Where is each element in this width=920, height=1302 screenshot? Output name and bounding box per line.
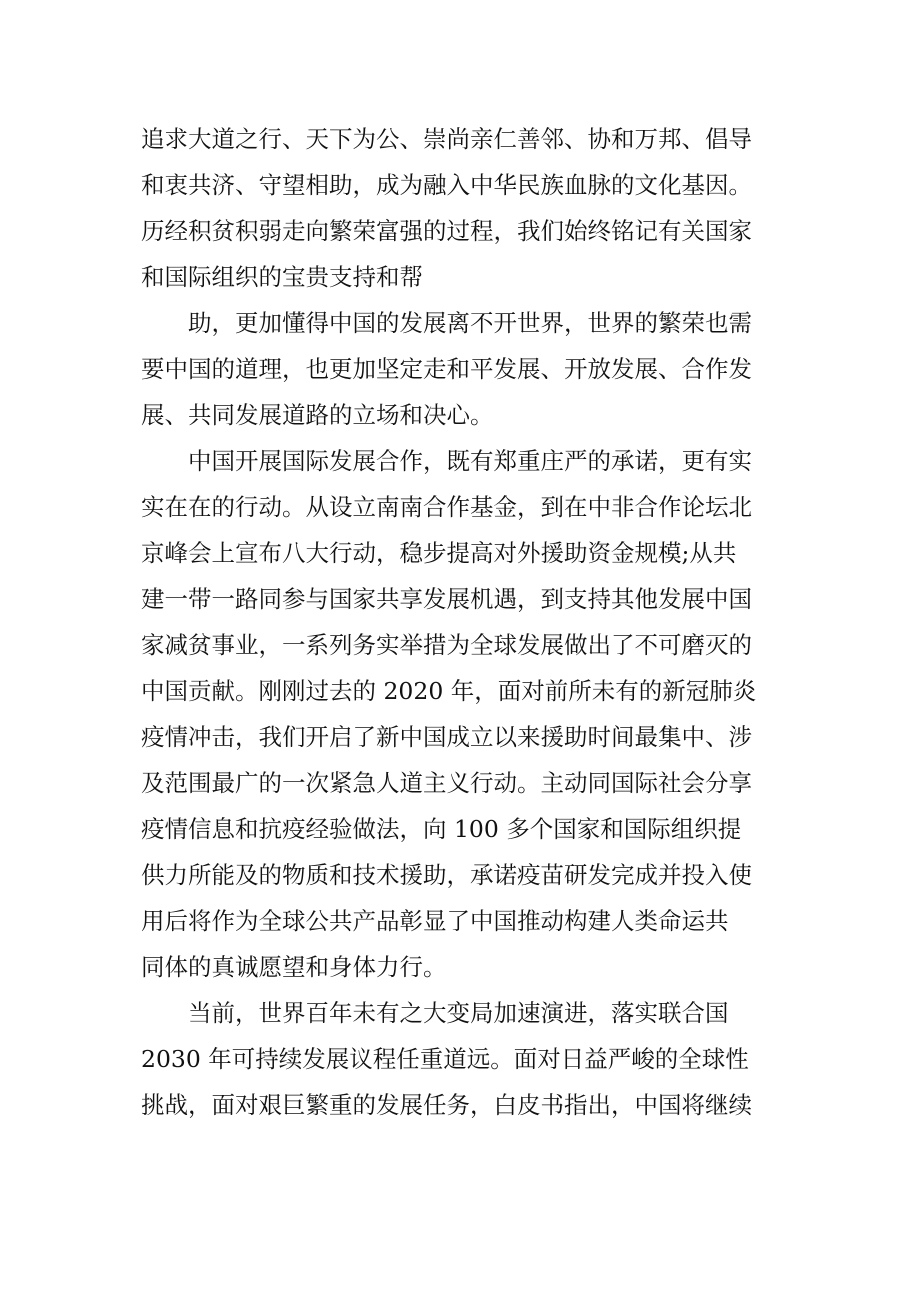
text-line: 疫情信息和抗疫经验做法，向 100 多个国家和国际组织提 bbox=[141, 815, 742, 843]
text-line: 追求大道之行、天下为公、崇尚亲仁善邻、协和万邦、倡导 bbox=[141, 125, 752, 153]
text-line: 中国贡献。刚刚过去的 2020 年，面对前所未有的新冠肺炎 bbox=[141, 677, 757, 705]
text-line: 京峰会上宣布八大行动，稳步提高对外援助资金规模;从共 bbox=[141, 539, 737, 567]
text-line: 同体的真诚愿望和身体力行。 bbox=[141, 953, 447, 981]
text-line: 和国际组织的宝贵支持和帮 bbox=[141, 263, 423, 291]
text-line: 疫情冲击，我们开启了新中国成立以来援助时间最集中、涉 bbox=[141, 723, 752, 751]
text-line: 2030 年可持续发展议程任重道远。面对日益严峻的全球性 bbox=[141, 1045, 749, 1073]
text-line: 及范围最广的一次紧急人道主义行动。主动同国际社会分享 bbox=[141, 769, 752, 797]
text-line: 挑战，面对艰巨繁重的发展任务，白皮书指出，中国将继续 bbox=[141, 1091, 752, 1119]
paragraph-start-line: 助，更加懂得中国的发展离不开世界，世界的繁荣也需 bbox=[188, 309, 752, 337]
text-line: 用后将作为全球公共产品彰显了中国推动构建人类命运共 bbox=[141, 907, 729, 935]
text-line: 实在在的行动。从设立南南合作基金，到在中非合作论坛北 bbox=[141, 493, 752, 521]
text-line: 历经积贫积弱走向繁荣富强的过程，我们始终铭记有关国家 bbox=[141, 217, 752, 245]
body-text bbox=[141, 116, 801, 1128]
text-line: 供力所能及的物质和技术援助，承诺疫苗研发完成并投入使 bbox=[141, 861, 752, 889]
text-line: 要中国的道理，也更加坚定走和平发展、开放发展、合作发 bbox=[141, 355, 752, 383]
text-line: 和衷共济、守望相助，成为融入中华民族血脉的文化基因。 bbox=[141, 171, 752, 199]
paragraph-start-line: 中国开展国际发展合作，既有郑重庄严的承诺，更有实 bbox=[188, 447, 752, 475]
text-line: 展、共同发展道路的立场和决心。 bbox=[141, 401, 494, 429]
paragraph-start-line: 当前，世界百年未有之大变局加速演进，落实联合国 bbox=[188, 999, 729, 1027]
text-line: 家减贫事业，一系列务实举措为全球发展做出了不可磨灭的 bbox=[141, 631, 752, 659]
text-line: 建一带一路同参与国家共享发展机遇，到支持其他发展中国 bbox=[141, 585, 752, 613]
